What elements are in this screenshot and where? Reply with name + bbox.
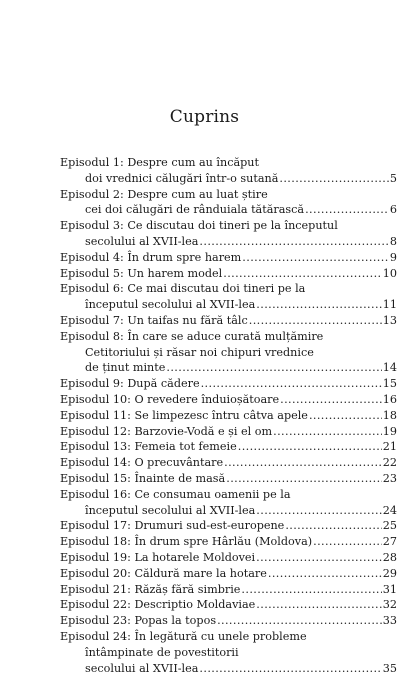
toc-entry — [60, 629, 397, 676]
toc-page-number: 25 — [382, 519, 397, 533]
toc-entry — [60, 250, 397, 266]
toc-entry-line — [60, 487, 397, 503]
toc-entry-line — [60, 329, 397, 345]
toc-entry-title: Episodul 14: O precuvântare — [60, 456, 224, 470]
toc-page-number: 11 — [382, 298, 397, 312]
toc-page-number: 24 — [382, 503, 397, 517]
toc-entry-title: Cetitoriului și răsar noi chipuri vrednice — [85, 345, 314, 359]
toc-entry-title: Episodul 3: Ce discutau doi tineri pe la începutul — [60, 219, 338, 233]
toc-entry-title: Episodul 12: Barzovie-Vodă e și el om — [60, 424, 273, 438]
toc-entry-line — [60, 155, 397, 171]
dot-leader — [199, 661, 381, 677]
toc-entry-line — [60, 471, 397, 487]
toc-entry-line — [60, 645, 397, 661]
toc-page-number: 14 — [382, 361, 397, 375]
dot-leader — [313, 534, 382, 550]
toc-page-number: 16 — [382, 392, 397, 406]
toc-entry-title: Episodul 22: Descriptio Moldaviae — [60, 598, 256, 612]
toc-entry-title: Episodul 19: La hotarele Moldovei — [60, 550, 256, 564]
toc-page-number: 22 — [382, 456, 397, 470]
toc-entry — [60, 455, 397, 471]
toc-entry — [60, 313, 397, 329]
toc-entry-title: secolului al XVII-lea — [85, 661, 199, 675]
toc-entry-title: Episodul 9: După cădere — [60, 377, 200, 391]
toc-entry-line — [60, 424, 397, 440]
toc-page-number: 15 — [382, 377, 397, 391]
toc-entry-title: Episodul 8: În care se aduce curată mulțămire — [60, 329, 324, 343]
toc-page-number: 23 — [382, 471, 397, 485]
toc-entry-line — [60, 392, 397, 408]
dot-leader — [309, 408, 382, 424]
toc-entry — [60, 487, 397, 519]
dot-leader — [238, 439, 382, 455]
toc-entry-title: Episodul 16: Ce consumau oamenii pe la — [60, 487, 291, 501]
toc-entry-line — [60, 297, 397, 313]
toc-entry — [60, 392, 397, 408]
toc-entry — [60, 424, 397, 440]
dot-leader — [305, 202, 389, 218]
dot-leader — [249, 313, 382, 329]
toc-entry — [60, 408, 397, 424]
toc-entry-line — [60, 613, 397, 629]
dot-leader — [217, 613, 382, 629]
toc-entry — [60, 376, 397, 392]
dot-leader — [242, 250, 389, 266]
toc-entry-title: Episodul 21: Răzăș fără simbrie — [60, 582, 241, 596]
table-of-contents — [60, 155, 397, 676]
toc-page-number: 9 — [389, 250, 397, 264]
toc-entry-title: Episodul 4: În drum spre harem — [60, 250, 242, 264]
toc-entry-title: Episodul 2: Despre cum au luat știre — [60, 187, 268, 201]
dot-leader — [241, 582, 381, 598]
toc-entry-line — [60, 503, 397, 519]
toc-entry — [60, 439, 397, 455]
toc-entry — [60, 187, 397, 219]
toc-entry-title: Episodul 20: Căldură mare la hotare — [60, 566, 267, 580]
toc-entry-title: cei doi călugări de rânduiala tătărască — [85, 203, 305, 217]
toc-entry — [60, 597, 397, 613]
toc-entry-title: de ținut minte — [85, 361, 166, 375]
toc-entry-line — [60, 313, 397, 329]
toc-entry-title: Episodul 24: În legătură cu unele probleme — [60, 629, 307, 643]
toc-page-number: 29 — [382, 566, 397, 580]
dot-leader — [166, 360, 381, 376]
toc-entry-title: întâmpinate de povestitorii — [85, 645, 239, 659]
toc-entry-title: secolului al XVII-lea — [85, 234, 199, 248]
toc-entry-line — [60, 187, 397, 203]
dot-leader — [256, 597, 381, 613]
toc-page-number: 8 — [389, 234, 397, 248]
toc-entry — [60, 218, 397, 250]
toc-entry-line — [60, 661, 397, 677]
toc-entry-title: Episodul 5: Un harem model — [60, 266, 223, 280]
toc-entry-line — [60, 629, 397, 645]
toc-entry-title: Episodul 13: Femeia tot femeie — [60, 440, 237, 454]
toc-page-number: 28 — [382, 550, 397, 564]
toc-page-number: 10 — [382, 266, 397, 280]
toc-entry — [60, 329, 397, 376]
toc-entry-line — [60, 439, 397, 455]
toc-entry-title: Episodul 1: Despre cum au încăput — [60, 156, 259, 169]
toc-entry-title: începutul secolului al XVII-lea — [85, 503, 256, 517]
toc-entry-title: Episodul 17: Drumuri sud-est-europene — [60, 519, 285, 533]
toc-entry-line — [60, 218, 397, 234]
dot-leader — [285, 518, 381, 534]
toc-entry — [60, 613, 397, 629]
toc-entry-line — [60, 550, 397, 566]
toc-entry-line — [60, 360, 397, 376]
dot-leader — [279, 171, 388, 187]
toc-page-number: 27 — [382, 535, 397, 549]
dot-leader — [256, 297, 381, 313]
dot-leader — [199, 234, 388, 250]
toc-page-number: 35 — [382, 661, 397, 675]
toc-page-number: 6 — [389, 203, 397, 217]
dot-leader — [224, 455, 382, 471]
toc-entry-line — [60, 266, 397, 282]
toc-page-number: 33 — [382, 614, 397, 628]
dot-leader — [256, 550, 382, 566]
toc-entry-title: Episodul 7: Un taifas nu fără tâlc — [60, 313, 248, 327]
dot-leader — [201, 376, 382, 392]
toc-entry-line — [60, 582, 397, 598]
toc-page-number: 31 — [382, 582, 397, 596]
dot-leader — [226, 471, 382, 487]
toc-entry-line — [60, 408, 397, 424]
toc-entry-line — [60, 250, 397, 266]
dot-leader — [223, 266, 382, 282]
toc-entry-title: Episodul 10: O revedere înduioșătoare — [60, 392, 280, 406]
toc-entry — [60, 471, 397, 487]
toc-entry — [60, 518, 397, 534]
dot-leader — [273, 424, 382, 440]
dot-leader — [256, 503, 381, 519]
dot-leader — [268, 566, 382, 582]
toc-entry-line — [60, 518, 397, 534]
toc-entry-line — [60, 455, 397, 471]
toc-entry-title: Episodul 18: În drum spre Hârlău (Moldova) — [60, 535, 313, 549]
toc-entry-line — [60, 281, 397, 297]
toc-entry-line — [60, 534, 397, 550]
page-title: Cuprins — [169, 107, 240, 127]
toc-entry-line — [60, 566, 397, 582]
toc-entry — [60, 281, 397, 313]
toc-entry-title: Episodul 11: Se limpezesc întru câtva apele — [60, 408, 308, 422]
toc-entry-line — [60, 345, 397, 361]
toc-entry — [60, 155, 397, 187]
toc-entry — [60, 266, 397, 282]
toc-page-number: 32 — [382, 598, 397, 612]
toc-entry — [60, 582, 397, 598]
toc-entry-title: începutul secolului al XVII-lea — [85, 298, 256, 312]
dot-leader — [280, 392, 382, 408]
toc-page-number: 19 — [382, 424, 397, 438]
toc-entry — [60, 550, 397, 566]
toc-entry-line — [60, 202, 397, 218]
toc-entry-line — [60, 376, 397, 392]
toc-entry-title: Episodul 23: Popas la topos — [60, 614, 217, 628]
toc-page-number: 5 — [389, 171, 397, 185]
toc-page-number: 18 — [382, 408, 397, 422]
toc-entry-line — [60, 597, 397, 613]
toc-entry-title: doi vrednici călugări într-o sutană — [85, 171, 279, 185]
toc-entry — [60, 566, 397, 582]
toc-page-number: 21 — [382, 440, 397, 454]
toc-entry-title: Episodul 15: Înainte de masă — [60, 471, 226, 485]
toc-page-number: 13 — [382, 313, 397, 327]
toc-entry-line — [60, 171, 397, 187]
toc-entry-line — [60, 234, 397, 250]
toc-entry-title: Episodul 6: Ce mai discutau doi tineri pe la — [60, 282, 306, 296]
toc-entry — [60, 534, 397, 550]
